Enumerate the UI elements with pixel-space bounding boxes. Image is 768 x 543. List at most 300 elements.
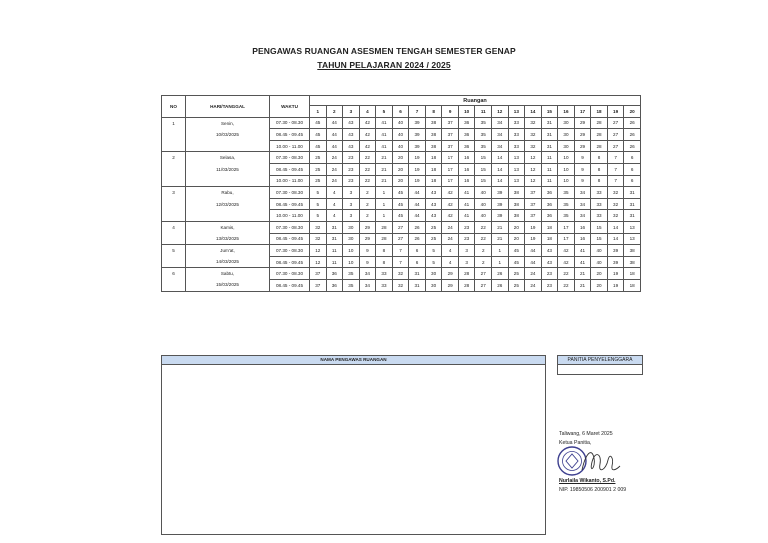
day-number: 3	[162, 187, 186, 199]
session-time: 10.00 - 11.00	[270, 175, 310, 187]
day-number	[162, 129, 186, 141]
room-assignment-cell: 40	[591, 256, 608, 268]
room-assignment-cell: 33	[591, 187, 608, 199]
session-time: 07.30 - 08.30	[270, 187, 310, 199]
room-assignment-cell: 42	[442, 210, 459, 222]
room-assignment-cell: 16	[458, 163, 475, 175]
room-assignment-cell: 37	[442, 140, 459, 152]
room-assignment-cell: 1	[376, 198, 393, 210]
session-time: 08.45 - 09.45	[270, 279, 310, 291]
room-assignment-cell: 22	[475, 221, 492, 233]
room-assignment-cell: 11	[541, 163, 558, 175]
room-assignment-cell: 4	[442, 245, 459, 257]
room-assignment-cell: 8	[591, 163, 608, 175]
room-assignment-cell: 14	[492, 175, 509, 187]
room-number-header: 13	[508, 106, 525, 118]
room-assignment-cell: 34	[359, 268, 376, 280]
room-assignment-cell: 7	[607, 152, 624, 164]
room-number-header: 17	[574, 106, 591, 118]
room-assignment-cell: 21	[376, 175, 393, 187]
room-assignment-cell: 7	[392, 256, 409, 268]
room-assignment-cell: 33	[508, 129, 525, 141]
room-assignment-cell: 39	[409, 129, 426, 141]
room-assignment-cell: 20	[508, 233, 525, 245]
session-time: 10.00 - 11.00	[270, 210, 310, 222]
room-assignment-cell: 30	[425, 268, 442, 280]
room-assignment-cell: 11	[541, 152, 558, 164]
room-assignment-cell: 32	[392, 268, 409, 280]
document-subtitle: TAHUN PELAJARAN 2024 / 2025	[317, 60, 451, 70]
room-assignment-cell: 21	[376, 152, 393, 164]
schedule-row	[162, 256, 641, 268]
day-number: 4	[162, 221, 186, 233]
room-assignment-cell: 17	[558, 221, 575, 233]
day-cell	[186, 140, 270, 152]
room-number-header: 9	[442, 106, 459, 118]
room-assignment-cell: 10	[558, 175, 575, 187]
room-assignment-cell: 31	[541, 129, 558, 141]
room-assignment-cell: 34	[574, 187, 591, 199]
room-assignment-cell: 29	[574, 140, 591, 152]
room-assignment-cell: 31	[624, 210, 641, 222]
room-assignment-cell: 23	[541, 279, 558, 291]
room-number-header: 12	[492, 106, 509, 118]
room-assignment-cell: 29	[442, 268, 459, 280]
room-assignment-cell: 43	[541, 245, 558, 257]
room-assignment-cell: 40	[392, 129, 409, 141]
room-assignment-cell: 42	[359, 140, 376, 152]
room-assignment-cell: 9	[359, 245, 376, 257]
room-assignment-cell: 14	[492, 152, 509, 164]
room-assignment-cell: 32	[310, 233, 327, 245]
room-assignment-cell: 33	[591, 198, 608, 210]
schedule-row	[162, 268, 641, 280]
room-number-header: 1	[310, 106, 327, 118]
room-assignment-cell: 9	[574, 163, 591, 175]
room-assignment-cell: 24	[326, 175, 343, 187]
day-number	[162, 279, 186, 291]
room-assignment-cell: 45	[310, 140, 327, 152]
signature-nip: NIP. 19850506 200901 2 009	[559, 487, 627, 493]
room-assignment-cell: 19	[525, 221, 542, 233]
session-time: 08.45 - 09.45	[270, 163, 310, 175]
room-assignment-cell: 4	[442, 256, 459, 268]
room-assignment-cell: 3	[343, 198, 360, 210]
room-assignment-cell: 1	[376, 210, 393, 222]
room-assignment-cell: 35	[558, 210, 575, 222]
room-assignment-cell: 42	[558, 245, 575, 257]
room-assignment-cell: 22	[558, 279, 575, 291]
room-assignment-cell: 24	[525, 268, 542, 280]
room-assignment-cell: 32	[525, 129, 542, 141]
session-time: 07.30 - 08.30	[270, 221, 310, 233]
room-assignment-cell: 16	[458, 175, 475, 187]
room-assignment-cell: 31	[541, 140, 558, 152]
room-assignment-cell: 41	[376, 129, 393, 141]
col-header-day: HARI/TANGGAL	[186, 96, 270, 118]
room-assignment-cell: 17	[442, 175, 459, 187]
room-assignment-cell: 16	[458, 152, 475, 164]
schedule-row	[162, 117, 641, 129]
room-assignment-cell: 33	[508, 117, 525, 129]
room-assignment-cell: 19	[607, 279, 624, 291]
room-assignment-cell: 33	[591, 210, 608, 222]
room-assignment-cell: 36	[541, 210, 558, 222]
room-assignment-cell: 23	[541, 268, 558, 280]
room-assignment-cell: 26	[409, 221, 426, 233]
schedule-table	[161, 95, 641, 292]
room-assignment-cell: 3	[458, 256, 475, 268]
room-assignment-cell: 15	[591, 221, 608, 233]
official-stamp-signature-icon	[556, 440, 626, 482]
room-assignment-cell: 45	[508, 245, 525, 257]
room-assignment-cell: 30	[558, 117, 575, 129]
room-assignment-cell: 32	[525, 117, 542, 129]
room-assignment-cell: 44	[326, 140, 343, 152]
room-assignment-cell: 38	[624, 256, 641, 268]
room-assignment-cell: 25	[310, 152, 327, 164]
room-assignment-cell: 13	[508, 175, 525, 187]
room-assignment-cell: 19	[607, 268, 624, 280]
room-assignment-cell: 20	[591, 279, 608, 291]
room-number-header: 2	[326, 106, 343, 118]
room-assignment-cell: 41	[458, 198, 475, 210]
session-time: 08.45 - 09.45	[270, 129, 310, 141]
room-assignment-cell: 7	[392, 245, 409, 257]
room-assignment-cell: 5	[310, 210, 327, 222]
room-assignment-cell: 43	[343, 117, 360, 129]
room-assignment-cell: 17	[442, 152, 459, 164]
room-assignment-cell: 18	[624, 279, 641, 291]
room-assignment-cell: 41	[574, 245, 591, 257]
day-number	[162, 140, 186, 152]
schedule-row	[162, 187, 641, 199]
room-number-header: 18	[591, 106, 608, 118]
room-assignment-cell: 18	[425, 152, 442, 164]
room-assignment-cell: 42	[442, 198, 459, 210]
supervisor-names-box	[161, 355, 546, 535]
room-assignment-cell: 9	[359, 256, 376, 268]
col-header-rooms: Ruangan	[310, 96, 641, 106]
room-assignment-cell: 26	[492, 279, 509, 291]
room-assignment-cell: 45	[310, 117, 327, 129]
day-name: Sabtu,	[186, 268, 270, 280]
room-assignment-cell: 22	[558, 268, 575, 280]
room-assignment-cell: 32	[392, 279, 409, 291]
room-number-header: 11	[475, 106, 492, 118]
room-assignment-cell: 33	[376, 268, 393, 280]
room-assignment-cell: 36	[458, 117, 475, 129]
room-assignment-cell: 35	[475, 140, 492, 152]
room-assignment-cell: 23	[343, 163, 360, 175]
room-assignment-cell: 3	[343, 210, 360, 222]
room-assignment-cell: 7	[607, 175, 624, 187]
room-assignment-cell: 8	[376, 256, 393, 268]
room-assignment-cell: 22	[475, 233, 492, 245]
schedule-row	[162, 129, 641, 141]
room-assignment-cell: 37	[525, 187, 542, 199]
room-assignment-cell: 32	[310, 221, 327, 233]
room-assignment-cell: 27	[392, 233, 409, 245]
room-assignment-cell: 6	[624, 163, 641, 175]
room-assignment-cell: 38	[508, 187, 525, 199]
room-assignment-cell: 35	[475, 129, 492, 141]
room-assignment-cell: 4	[326, 187, 343, 199]
room-assignment-cell: 16	[574, 221, 591, 233]
room-assignment-cell: 2	[475, 245, 492, 257]
room-assignment-cell: 26	[624, 129, 641, 141]
room-assignment-cell: 27	[392, 221, 409, 233]
room-assignment-cell: 45	[392, 210, 409, 222]
room-assignment-cell: 13	[624, 233, 641, 245]
room-assignment-cell: 34	[492, 140, 509, 152]
room-assignment-cell: 26	[492, 268, 509, 280]
room-assignment-cell: 18	[425, 175, 442, 187]
room-assignment-cell: 39	[409, 117, 426, 129]
schedule-row	[162, 140, 641, 152]
room-assignment-cell: 27	[607, 129, 624, 141]
room-assignment-cell: 37	[525, 198, 542, 210]
session-time: 08.45 - 09.45	[270, 233, 310, 245]
room-assignment-cell: 12	[525, 163, 542, 175]
day-number: 6	[162, 268, 186, 280]
room-assignment-cell: 44	[525, 245, 542, 257]
room-assignment-cell: 11	[326, 256, 343, 268]
session-time: 07.30 - 08.30	[270, 268, 310, 280]
day-number: 1	[162, 117, 186, 129]
room-number-header: 7	[409, 106, 426, 118]
room-assignment-cell: 39	[492, 198, 509, 210]
day-number	[162, 233, 186, 245]
room-assignment-cell: 2	[475, 256, 492, 268]
room-assignment-cell: 10	[343, 256, 360, 268]
day-date: 10/03/2025	[186, 129, 270, 141]
room-assignment-cell: 30	[558, 129, 575, 141]
day-name: Kamis,	[186, 221, 270, 233]
room-assignment-cell: 21	[574, 268, 591, 280]
room-assignment-cell: 23	[458, 221, 475, 233]
room-number-header: 6	[392, 106, 409, 118]
day-name: Jum'at,	[186, 245, 270, 257]
room-assignment-cell: 4	[326, 210, 343, 222]
room-assignment-cell: 38	[624, 245, 641, 257]
room-assignment-cell: 27	[607, 117, 624, 129]
day-number	[162, 163, 186, 175]
room-assignment-cell: 30	[425, 279, 442, 291]
room-assignment-cell: 23	[458, 233, 475, 245]
room-assignment-cell: 31	[541, 117, 558, 129]
room-assignment-cell: 37	[310, 268, 327, 280]
day-number: 5	[162, 245, 186, 257]
room-number-header: 20	[624, 106, 641, 118]
room-assignment-cell: 43	[343, 129, 360, 141]
room-number-header: 16	[558, 106, 575, 118]
room-assignment-cell: 36	[458, 140, 475, 152]
room-assignment-cell: 39	[492, 187, 509, 199]
room-assignment-cell: 5	[425, 256, 442, 268]
room-assignment-cell: 40	[475, 210, 492, 222]
room-assignment-cell: 36	[458, 129, 475, 141]
room-assignment-cell: 21	[574, 279, 591, 291]
room-assignment-cell: 44	[326, 129, 343, 141]
room-assignment-cell: 41	[458, 210, 475, 222]
room-number-header: 4	[359, 106, 376, 118]
room-assignment-cell: 43	[343, 140, 360, 152]
room-assignment-cell: 43	[425, 210, 442, 222]
room-assignment-cell: 41	[376, 117, 393, 129]
room-assignment-cell: 27	[475, 268, 492, 280]
committee-box	[557, 355, 643, 375]
room-assignment-cell: 38	[508, 210, 525, 222]
signature-place-date: Taliwang, 6 Maret 2025	[559, 431, 613, 437]
signature-name: Nurlaila Wikanto, S.Pd.	[559, 478, 616, 484]
room-assignment-cell: 29	[574, 129, 591, 141]
room-assignment-cell: 25	[508, 279, 525, 291]
col-header-time: WAKTU	[270, 96, 310, 118]
room-assignment-cell: 20	[508, 221, 525, 233]
room-assignment-cell: 45	[310, 129, 327, 141]
day-name: Senin,	[186, 117, 270, 129]
room-assignment-cell: 19	[409, 163, 426, 175]
day-number	[162, 198, 186, 210]
room-assignment-cell: 24	[326, 163, 343, 175]
room-assignment-cell: 2	[359, 198, 376, 210]
room-assignment-cell: 9	[574, 152, 591, 164]
room-assignment-cell: 43	[541, 256, 558, 268]
room-assignment-cell: 23	[343, 152, 360, 164]
room-assignment-cell: 29	[442, 279, 459, 291]
room-assignment-cell: 34	[492, 117, 509, 129]
room-assignment-cell: 37	[442, 129, 459, 141]
room-assignment-cell: 43	[425, 187, 442, 199]
schedule-row	[162, 210, 641, 222]
room-assignment-cell: 24	[442, 233, 459, 245]
room-assignment-cell: 36	[326, 268, 343, 280]
room-number-header: 14	[525, 106, 542, 118]
day-name: Rabu,	[186, 187, 270, 199]
room-assignment-cell: 34	[492, 129, 509, 141]
room-number-header: 10	[458, 106, 475, 118]
signature-role: Ketua Panitia,	[559, 440, 592, 446]
room-assignment-cell: 22	[359, 175, 376, 187]
room-assignment-cell: 40	[475, 198, 492, 210]
room-assignment-cell: 19	[525, 233, 542, 245]
day-date: 14/03/2025	[186, 256, 270, 268]
room-assignment-cell: 34	[574, 198, 591, 210]
room-assignment-cell: 36	[541, 187, 558, 199]
room-number-header: 3	[343, 106, 360, 118]
room-assignment-cell: 40	[392, 140, 409, 152]
room-assignment-cell: 42	[442, 187, 459, 199]
room-assignment-cell: 8	[591, 175, 608, 187]
room-assignment-cell: 17	[442, 163, 459, 175]
room-assignment-cell: 41	[458, 187, 475, 199]
room-assignment-cell: 38	[425, 140, 442, 152]
day-number	[162, 210, 186, 222]
room-assignment-cell: 35	[475, 117, 492, 129]
room-assignment-cell: 35	[558, 198, 575, 210]
room-assignment-cell: 28	[458, 279, 475, 291]
day-cell	[186, 210, 270, 222]
room-assignment-cell: 31	[326, 233, 343, 245]
room-assignment-cell: 44	[326, 117, 343, 129]
room-assignment-cell: 40	[392, 117, 409, 129]
room-assignment-cell: 32	[525, 140, 542, 152]
room-assignment-cell: 25	[310, 163, 327, 175]
room-assignment-cell: 33	[508, 140, 525, 152]
room-assignment-cell: 39	[607, 245, 624, 257]
room-assignment-cell: 8	[376, 245, 393, 257]
session-time: 10.00 - 11.00	[270, 140, 310, 152]
room-assignment-cell: 24	[326, 152, 343, 164]
room-assignment-cell: 6	[624, 175, 641, 187]
schedule-row	[162, 279, 641, 291]
room-assignment-cell: 25	[310, 175, 327, 187]
room-assignment-cell: 20	[392, 152, 409, 164]
room-assignment-cell: 12	[525, 152, 542, 164]
room-assignment-cell: 35	[343, 279, 360, 291]
room-number-header: 15	[541, 106, 558, 118]
room-assignment-cell: 26	[409, 233, 426, 245]
day-name: Selasa,	[186, 152, 270, 164]
room-assignment-cell: 21	[376, 163, 393, 175]
room-assignment-cell: 45	[508, 256, 525, 268]
day-date: 15/03/2025	[186, 279, 270, 291]
room-assignment-cell: 39	[492, 210, 509, 222]
room-assignment-cell: 25	[425, 221, 442, 233]
room-assignment-cell: 38	[508, 198, 525, 210]
room-assignment-cell: 37	[442, 117, 459, 129]
room-assignment-cell: 22	[359, 163, 376, 175]
room-assignment-cell: 19	[409, 152, 426, 164]
room-assignment-cell: 20	[392, 163, 409, 175]
room-assignment-cell: 29	[359, 233, 376, 245]
room-assignment-cell: 24	[525, 279, 542, 291]
room-assignment-cell: 5	[310, 198, 327, 210]
room-assignment-cell: 8	[591, 152, 608, 164]
room-assignment-cell: 15	[475, 163, 492, 175]
schedule-row	[162, 175, 641, 187]
room-assignment-cell: 38	[425, 117, 442, 129]
room-assignment-cell: 40	[591, 245, 608, 257]
room-assignment-cell: 16	[574, 233, 591, 245]
schedule-row	[162, 152, 641, 164]
room-assignment-cell: 24	[442, 221, 459, 233]
room-assignment-cell: 23	[343, 175, 360, 187]
room-assignment-cell: 31	[624, 198, 641, 210]
room-assignment-cell: 44	[409, 210, 426, 222]
room-assignment-cell: 14	[607, 233, 624, 245]
room-assignment-cell: 37	[310, 279, 327, 291]
room-assignment-cell: 29	[359, 221, 376, 233]
room-assignment-cell: 10	[558, 152, 575, 164]
room-assignment-cell: 40	[475, 187, 492, 199]
session-time: 07.30 - 08.30	[270, 152, 310, 164]
day-number	[162, 175, 186, 187]
room-assignment-cell: 26	[624, 117, 641, 129]
room-assignment-cell: 12	[310, 256, 327, 268]
room-assignment-cell: 29	[574, 117, 591, 129]
session-time: 07.30 - 08.30	[270, 117, 310, 129]
room-assignment-cell: 11	[326, 245, 343, 257]
room-number-header: 19	[607, 106, 624, 118]
room-assignment-cell: 34	[359, 279, 376, 291]
room-assignment-cell: 30	[343, 221, 360, 233]
room-assignment-cell: 43	[425, 198, 442, 210]
room-assignment-cell: 28	[458, 268, 475, 280]
room-assignment-cell: 41	[376, 140, 393, 152]
room-assignment-cell: 44	[525, 256, 542, 268]
